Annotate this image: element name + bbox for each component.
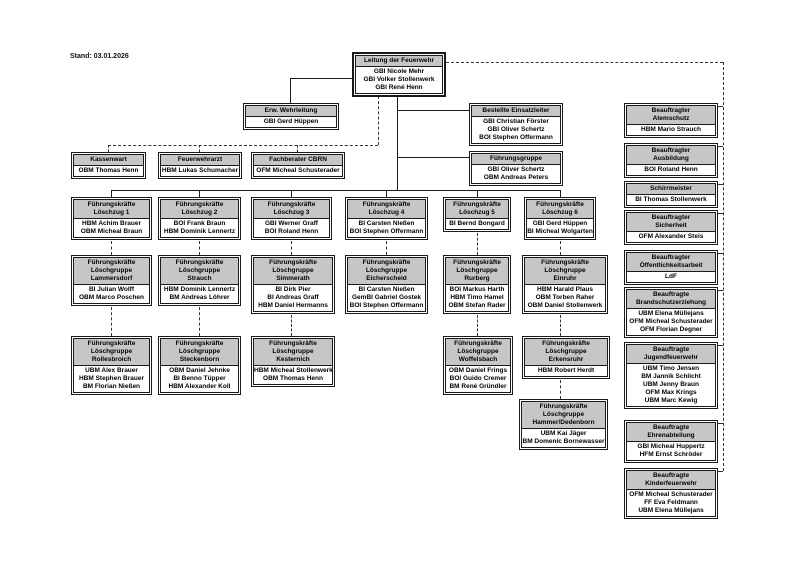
connector-col [477, 315, 478, 336]
org-node-members: UBM Elena Müllejans OFM Micheal Schusterader OFM Florian Degner [626, 309, 716, 336]
org-node-lg-erkensruhr [522, 336, 610, 379]
org-node-members: HBM Achim Brauer OBM Micheal Braun [73, 219, 150, 238]
org-node-members: LdF [626, 272, 716, 283]
connector-col [477, 233, 478, 255]
org-node-lg-einruhr [522, 255, 608, 314]
org-node-members: GBI Gerd Hüppen BI Micheal Wolgarten [526, 219, 594, 238]
connector-col [111, 307, 112, 336]
org-node-lg-kesternich [251, 336, 335, 387]
org-node-members: HBM Dominik Lennertz BM Andreas Löhrer [160, 285, 239, 304]
org-node-title: Führungskräfte Löschgruppe Hammer/Dedenborn [521, 401, 606, 429]
org-node-title: Führungskräfte Löschgruppe Strauch [160, 257, 239, 285]
org-node-members: BI Julian Wolff OBM Marco Poschen [73, 285, 150, 304]
connector-stub [477, 190, 478, 197]
org-node-title: Führungskräfte Löschgruppe Kesternich [253, 338, 333, 366]
org-node-lg-simmerath [251, 255, 335, 314]
connector-hook [718, 106, 723, 107]
connector-to-fuehrungsgruppe [397, 157, 469, 158]
org-node-members: BI Thomas Stollenwerk [626, 195, 716, 206]
connector-col [291, 241, 292, 255]
connector-hook [718, 345, 723, 346]
org-node-members: OBM Thomas Henn [73, 166, 144, 177]
org-node-beauftragte-brandschutzerziehung [624, 287, 718, 338]
org-node-lg-rurberg [443, 255, 511, 314]
org-node-members: BI Dirk Pier BI Andreas Graff HBM Daniel Hermanns [253, 285, 333, 312]
org-node-loeschzug-5 [443, 197, 511, 232]
connector-right-rail [723, 62, 724, 471]
org-node-title: Führungskräfte Löschgruppe Rurberg [445, 257, 509, 285]
org-node-loeschzug-2 [158, 197, 241, 240]
org-node-members: UBM Kai Jäger BM Domenic Bornewasser [521, 429, 606, 448]
org-node-members: GBI Oliver Schertz OBM Andreas Peters [471, 165, 561, 184]
connector-stub [111, 190, 112, 197]
org-node-title: Führungskräfte Löschzug 6 [526, 199, 594, 219]
org-node-title: Kassenwart [73, 154, 144, 166]
org-node-title: Beauftragter Atemschutz [626, 105, 716, 125]
org-node-title: Führungskräfte Löschgruppe Simmerath [253, 257, 333, 285]
org-node-title: Führungskräfte Löschgruppe Einruhr [524, 257, 606, 285]
org-node-title: Beauftragter Öffentlichkeitsarbeit [626, 252, 716, 272]
org-node-members: GBI Christian Förster GBI Oliver Schertz BOI Stephen Offermann [471, 117, 561, 144]
connector-col [560, 315, 561, 336]
connector-col [386, 241, 387, 255]
org-node-kassenwart [71, 152, 146, 179]
org-node-loeschzug-6 [524, 197, 596, 240]
connector-col [291, 315, 292, 336]
org-node-title: Führungskräfte Löschgruppe Eicherscheid [347, 257, 426, 285]
connector-hook [718, 146, 723, 147]
connector-col [199, 241, 200, 255]
org-node-beauftragter-oeffentlichkeitsarbeit [624, 250, 718, 285]
org-node-members: OFM Alexander Steis [626, 232, 716, 243]
connector-stub [199, 190, 200, 197]
org-node-members: HBM Harald Plaus OBM Torben Raher OBM Daniel Stollenwerk [524, 285, 606, 312]
org-node-loeschzug-4 [345, 197, 428, 240]
org-node-lg-lammersdorf [71, 255, 152, 306]
org-node-title: Beauftragter Ausbildung [626, 145, 716, 165]
connector-hook [718, 184, 723, 185]
org-node-members: HBM Lukas Schumacher [160, 166, 240, 177]
org-node-title: Leitung der Feuerwehr [355, 55, 443, 67]
org-node-members: BI Bernd Bongard [445, 219, 509, 230]
org-node-title: Führungskräfte Löschzug 5 [445, 199, 509, 219]
connector-hook [718, 290, 723, 291]
org-node-title: Beauftragte Brandschutzerziehung [626, 289, 716, 309]
connector-col [560, 241, 561, 255]
org-node-title: Fachberater CBRN [253, 154, 343, 166]
connector-stub [386, 190, 387, 197]
org-node-title: Führungskräfte Löschzug 2 [160, 199, 239, 219]
org-node-erw-wehrleitung [243, 103, 339, 130]
org-node-loeschzug-3 [251, 197, 332, 240]
org-node-title: Bestellte Einsatzleiter [471, 105, 561, 117]
org-node-members: OFM Micheal Schusterader FF Eva Feldmann UBM Elena Müllejans [626, 490, 716, 517]
org-node-title: Beauftragte Kinderfeuerwehr [626, 470, 716, 490]
connector-hook [718, 423, 723, 424]
org-node-fachberater-cbrn [251, 152, 345, 179]
connector-staff-horizontal [108, 145, 378, 146]
org-node-fuehrungsgruppe [469, 151, 563, 186]
org-node-members: BOI Roland Henn [626, 165, 716, 176]
org-node-title: Schirrmeister [626, 183, 716, 195]
connector-staff-vertical [378, 96, 379, 145]
org-node-members: OBM Daniel Frings BOI Guido Cremer BM René Gründler [445, 366, 511, 393]
stand-date-label: Stand: 03.01.2026 [70, 53, 129, 60]
org-node-title: Führungskräfte Löschgruppe Woffelsbach [445, 338, 511, 366]
org-node-members: GBI Gerd Hüppen [245, 117, 337, 128]
org-node-lg-steckenborn [158, 336, 241, 395]
org-node-members: HBM Robert Herdt [524, 366, 608, 377]
org-node-lg-eicherscheid [345, 255, 428, 314]
org-node-members: BI Carsten Nießen GemBI Gabriel Gostek BOI Stephen Offermann [347, 285, 426, 312]
org-node-beauftragte-ehrenabteilung [624, 420, 718, 463]
org-node-title: Beauftragter Sicherheit [626, 212, 716, 232]
org-node-feuerwehrarzt [158, 152, 242, 179]
connector-col [111, 241, 112, 255]
org-node-members: HBM Mario Strauch [626, 125, 716, 136]
org-node-members: GBI Nicole Mehr GBI Volker Stollenwerk GBI René Henn [355, 67, 443, 94]
org-node-loeschzug-1 [71, 197, 152, 240]
org-node-title: Erw. Wehrleitung [245, 105, 337, 117]
org-node-beauftragter-sicherheit [624, 210, 718, 245]
org-node-title: Führungskräfte Löschgruppe Erkensruhr [524, 338, 608, 366]
org-node-members: BOI Frank Braun HBM Dominik Lennertz [160, 219, 239, 238]
org-node-title: Führungskräfte Löschgruppe Rollesbroich [73, 338, 150, 366]
org-node-members: UBM Timo Jensen BM Jannik Schlicht UBM Jenny Braun OFM Max Krings UBM Marc Kewig [626, 364, 716, 407]
org-node-leitung-der-feuerwehr [352, 52, 446, 97]
org-node-title: Führungskräfte Löschgruppe Steckenborn [160, 338, 239, 366]
connector-right-rail-top [446, 62, 723, 63]
org-node-members: OBM Daniel Jehnke BI Benno Tüpper HBM Alexander Koll [160, 366, 239, 393]
connector-hook [718, 471, 723, 472]
connector-stub [297, 145, 298, 152]
org-node-title: Führungsgruppe [471, 153, 561, 165]
org-node-lg-strauch [158, 255, 241, 306]
org-node-members: UBM Alex Brauer HBM Stephen Brauer BM Florian Nießen [73, 366, 150, 393]
org-node-title: Führungskräfte Löschzug 4 [347, 199, 426, 219]
org-node-beauftragte-jugendfeuerwehr [624, 342, 718, 409]
org-node-members: BI Carsten Nießen BOI Stephen Offermann [347, 219, 426, 238]
org-node-members: GBI Micheal Huppertz HFM Ernst Schröder [626, 442, 716, 461]
org-node-members: OFM Micheal Schusterader [253, 166, 343, 177]
org-node-lg-hammer-dedenborn [519, 399, 608, 450]
connector-stub [291, 190, 292, 197]
connector-stub [199, 145, 200, 152]
org-node-members: BOI Markus Harth HBM Timo Hamel OBM Stefan Rader [445, 285, 509, 312]
connector-stub [560, 190, 561, 197]
org-node-beauftragte-kinderfeuerwehr [624, 468, 718, 519]
connector-distribution-horizontal [111, 190, 561, 191]
connector-stub [108, 145, 109, 152]
org-node-bestellte-einsatzleiter [469, 103, 563, 146]
org-node-schirrmeister [624, 181, 718, 208]
org-node-lg-woffelsbach [443, 336, 513, 395]
org-node-title: Feuerwehrarzt [160, 154, 240, 166]
org-node-title: Beauftragte Ehrenabteilung [626, 422, 716, 442]
connector-hook [718, 213, 723, 214]
org-node-beauftragter-ausbildung [624, 143, 718, 178]
connector-to-einsatzleiter [397, 110, 469, 111]
connector-to-wehrleitung-h [290, 78, 352, 79]
org-node-members: GBI Werner Graff BOI Roland Henn [253, 219, 330, 238]
org-node-title: Führungskräfte Löschzug 3 [253, 199, 330, 219]
org-node-title: Beauftragte Jugendfeuerwehr [626, 344, 716, 364]
org-node-title: Führungskräfte Löschgruppe Lammersdorf [73, 257, 150, 285]
connector-hook [718, 253, 723, 254]
connector-col [560, 380, 561, 399]
org-node-members: HBM Micheal Stollenwerk OBM Thomas Henn [253, 366, 333, 385]
org-node-lg-rollesbroich [71, 336, 152, 395]
connector-to-wehrleitung-v [290, 78, 291, 103]
connector-col [199, 307, 200, 336]
org-node-beauftragter-atemschutz [624, 103, 718, 138]
org-node-title: Führungskräfte Löschzug 1 [73, 199, 150, 219]
